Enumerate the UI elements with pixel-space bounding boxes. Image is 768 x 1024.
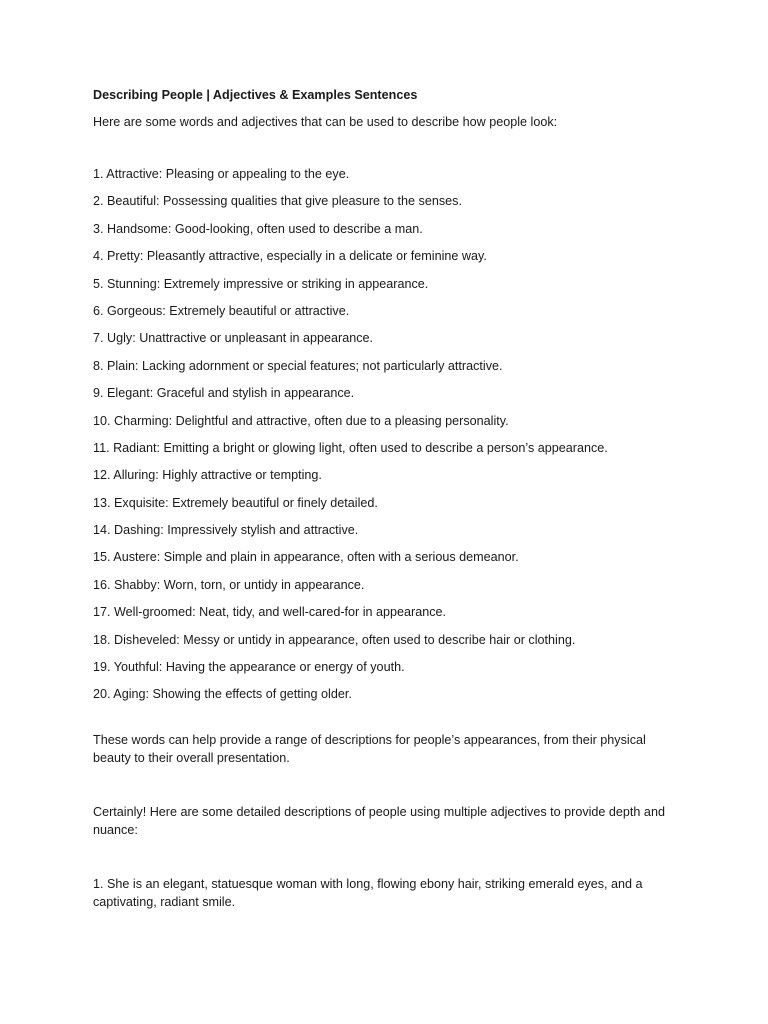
list-item: 2. Beautiful: Possessing qualities that give pleasure to the senses.	[93, 194, 462, 209]
list-item: 14. Dashing: Impressively stylish and attractive.	[93, 523, 359, 538]
list-item: 7. Ugly: Unattractive or unpleasant in appearance.	[93, 331, 374, 346]
list-item: 15. Austere: Simple and plain in appearance, often with a serious demeanor.	[93, 550, 519, 565]
summary-paragraph: These words can help provide a range of descriptions for people’s appearances, from their physical beauty to their overall presentation.	[93, 732, 646, 765]
list-item: 9. Elegant: Graceful and stylish in appearance.	[93, 386, 355, 401]
description-paragraph: 1. She is an elegant, statuesque woman with long, flowing ebony hair, striking emerald eyes, and a captivating, radiant smile.	[93, 876, 643, 909]
list-item: 4. Pretty: Pleasantly attractive, especially in a delicate or feminine way.	[93, 249, 487, 264]
list-item: 6. Gorgeous: Extremely beautiful or attractive.	[93, 303, 350, 318]
list-item: 3. Handsome: Good-looking, often used to describe a man.	[93, 221, 423, 236]
list-item: 16. Shabby: Worn, torn, or untidy in appearance.	[93, 577, 365, 592]
list-item: 12. Alluring: Highly attractive or tempting.	[93, 468, 322, 483]
list-item: 19. Youthful: Having the appearance or energy of youth.	[93, 660, 405, 675]
list-item: 1. Attractive: Pleasing or appealing to the eye.	[93, 167, 350, 181]
list-item: 18. Disheveled: Messy or untidy in appearance, often used to describe hair or clothing.	[93, 632, 576, 647]
document-page	[93, 86, 683, 911]
list-item: 10. Charming: Delightful and attractive, often due to a pleasing personality.	[93, 413, 509, 428]
list-item: 5. Stunning: Extremely impressive or striking in appearance.	[93, 276, 429, 291]
list-item: 13. Exquisite: Extremely beautiful or finely detailed.	[93, 495, 378, 510]
list-item: 17. Well-groomed: Neat, tidy, and well-cared-for in appearance.	[93, 605, 447, 620]
list-item: 20. Aging: Showing the effects of getting older.	[93, 687, 352, 702]
list-item: 8. Plain: Lacking adornment or special features; not particularly attractive.	[93, 358, 503, 373]
list-item: 11. Radiant: Emitting a bright or glowing light, often used to describe a person’s appearance.	[93, 440, 608, 455]
certainly-paragraph: Certainly! Here are some detailed descriptions of people using multiple adjectives to provide depth and nuance:	[93, 804, 665, 837]
intro-paragraph: Here are some words and adjectives that can be used to describe how people look:	[93, 115, 558, 129]
adjective-list	[93, 165, 683, 713]
document-title: Describing People | Adjectives & Examples Sentences	[93, 88, 418, 102]
